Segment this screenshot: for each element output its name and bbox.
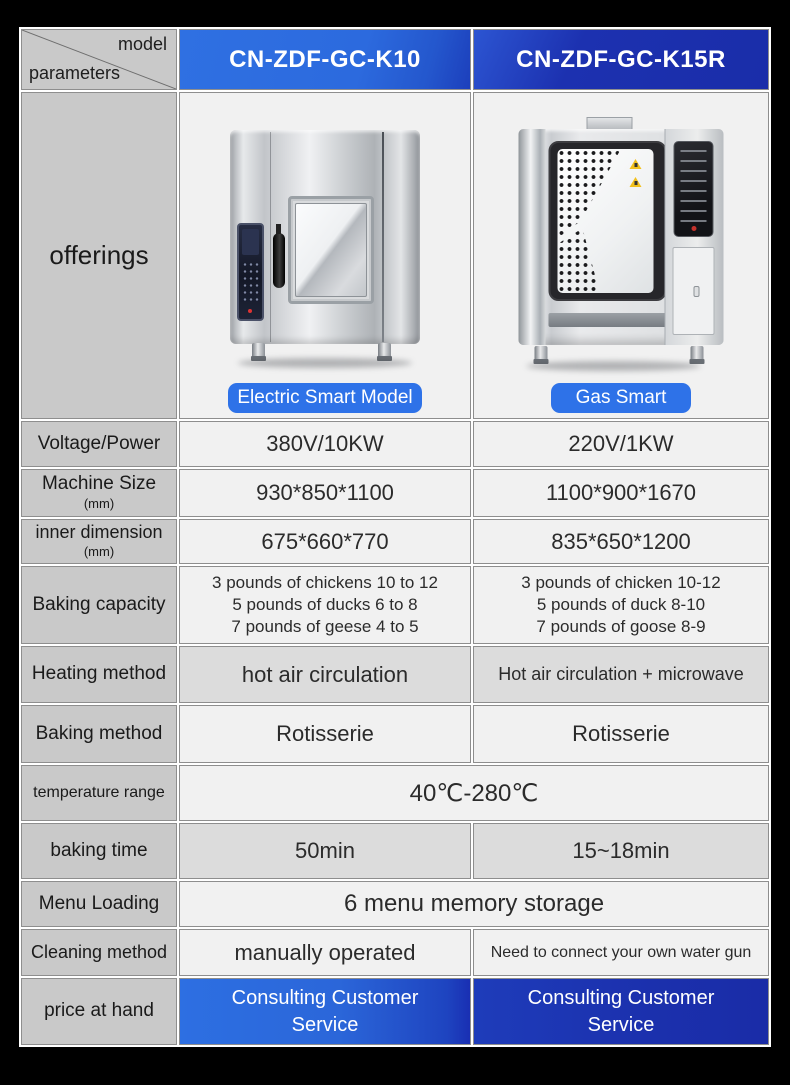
inner-dimension-k10: 675*660*770: [179, 519, 471, 564]
row-label-menu-loading: Menu Loading: [21, 881, 177, 927]
model-header-k10: CN-ZDF-GC-K10: [179, 29, 471, 90]
baking-method-k10: Rotisserie: [179, 705, 471, 763]
badge-gas-smart: Gas Smart: [551, 383, 691, 413]
cleaning-method-k10: manually operated: [179, 929, 471, 976]
badge-electric-smart-model: Electric Smart Model: [228, 383, 422, 413]
heating-method-k10: hot air circulation: [179, 646, 471, 703]
access-panel: [673, 247, 715, 335]
baking-method-k15r: Rotisserie: [473, 705, 769, 763]
consulting-customer-service-button-k10[interactable]: Consulting Customer Service: [179, 978, 471, 1045]
row-label-baking-capacity: Baking capacity: [21, 566, 177, 644]
offerings-row-label: offerings: [21, 92, 177, 419]
inner-dimension-k15r: 835*650*1200: [473, 519, 769, 564]
machine-size-k10: 930*850*1100: [179, 469, 471, 517]
door-handle-icon: [273, 233, 285, 288]
product-image-k15r: [519, 117, 724, 367]
baking-time-k10: 50min: [179, 823, 471, 879]
oven-door-window: [288, 196, 374, 304]
heating-method-k15r: Hot air circulation + microwave: [473, 646, 769, 703]
spec-comparison-table: [19, 27, 771, 1047]
row-label-cleaning-method: Cleaning method: [21, 929, 177, 976]
temperature-range-value: 40℃-280℃: [179, 765, 769, 821]
corner-parameters-label: parameters: [29, 63, 121, 83]
machine-size-k15r: 1100*900*1670: [473, 469, 769, 517]
unit-label: (mm): [83, 544, 115, 560]
warning-icon: [630, 159, 642, 169]
baking-capacity-k15r: 3 pounds of chicken 10-12 5 pounds of duck 8-10 7 pounds of goose 8-9: [473, 566, 769, 644]
product-cell-k10: [179, 92, 471, 419]
product-cell-k15r: [473, 92, 769, 419]
row-label-baking-time: baking time: [21, 823, 177, 879]
model-header-k15r: CN-ZDF-GC-K15R: [473, 29, 769, 90]
control-panel-icon: [237, 223, 264, 321]
row-label-machine-size: Machine Size (mm): [21, 469, 177, 517]
row-label-temperature-range: temperature range: [21, 765, 177, 821]
row-label-price-at-hand: price at hand: [21, 978, 177, 1045]
row-label-baking-method: Baking method: [21, 705, 177, 763]
menu-loading-value: 6 menu memory storage: [179, 881, 769, 927]
row-label-heating-method: Heating method: [21, 646, 177, 703]
consulting-customer-service-button-k15r[interactable]: Consulting Customer Service: [473, 978, 769, 1045]
row-label-inner-dimension: inner dimension (mm): [21, 519, 177, 564]
unit-label: (mm): [83, 496, 115, 512]
warning-icon: [630, 177, 642, 187]
corner-cell: [21, 29, 177, 90]
baking-time-k15r: 15~18min: [473, 823, 769, 879]
control-panel-icon: [674, 141, 714, 237]
cleaning-method-k15r: Need to connect your own water gun: [473, 929, 769, 976]
voltage-k10: 380V/10KW: [179, 421, 471, 467]
oven-door-window: [549, 141, 667, 301]
corner-model-label: model: [117, 34, 167, 54]
voltage-k15r: 220V/1KW: [473, 421, 769, 467]
baking-capacity-k10: 3 pounds of chickens 10 to 12 5 pounds of ducks 6 to 8 7 pounds of geese 4 to 5: [179, 566, 471, 644]
product-image-k10: [230, 130, 420, 364]
row-label-voltage-power: Voltage/Power: [21, 421, 177, 467]
